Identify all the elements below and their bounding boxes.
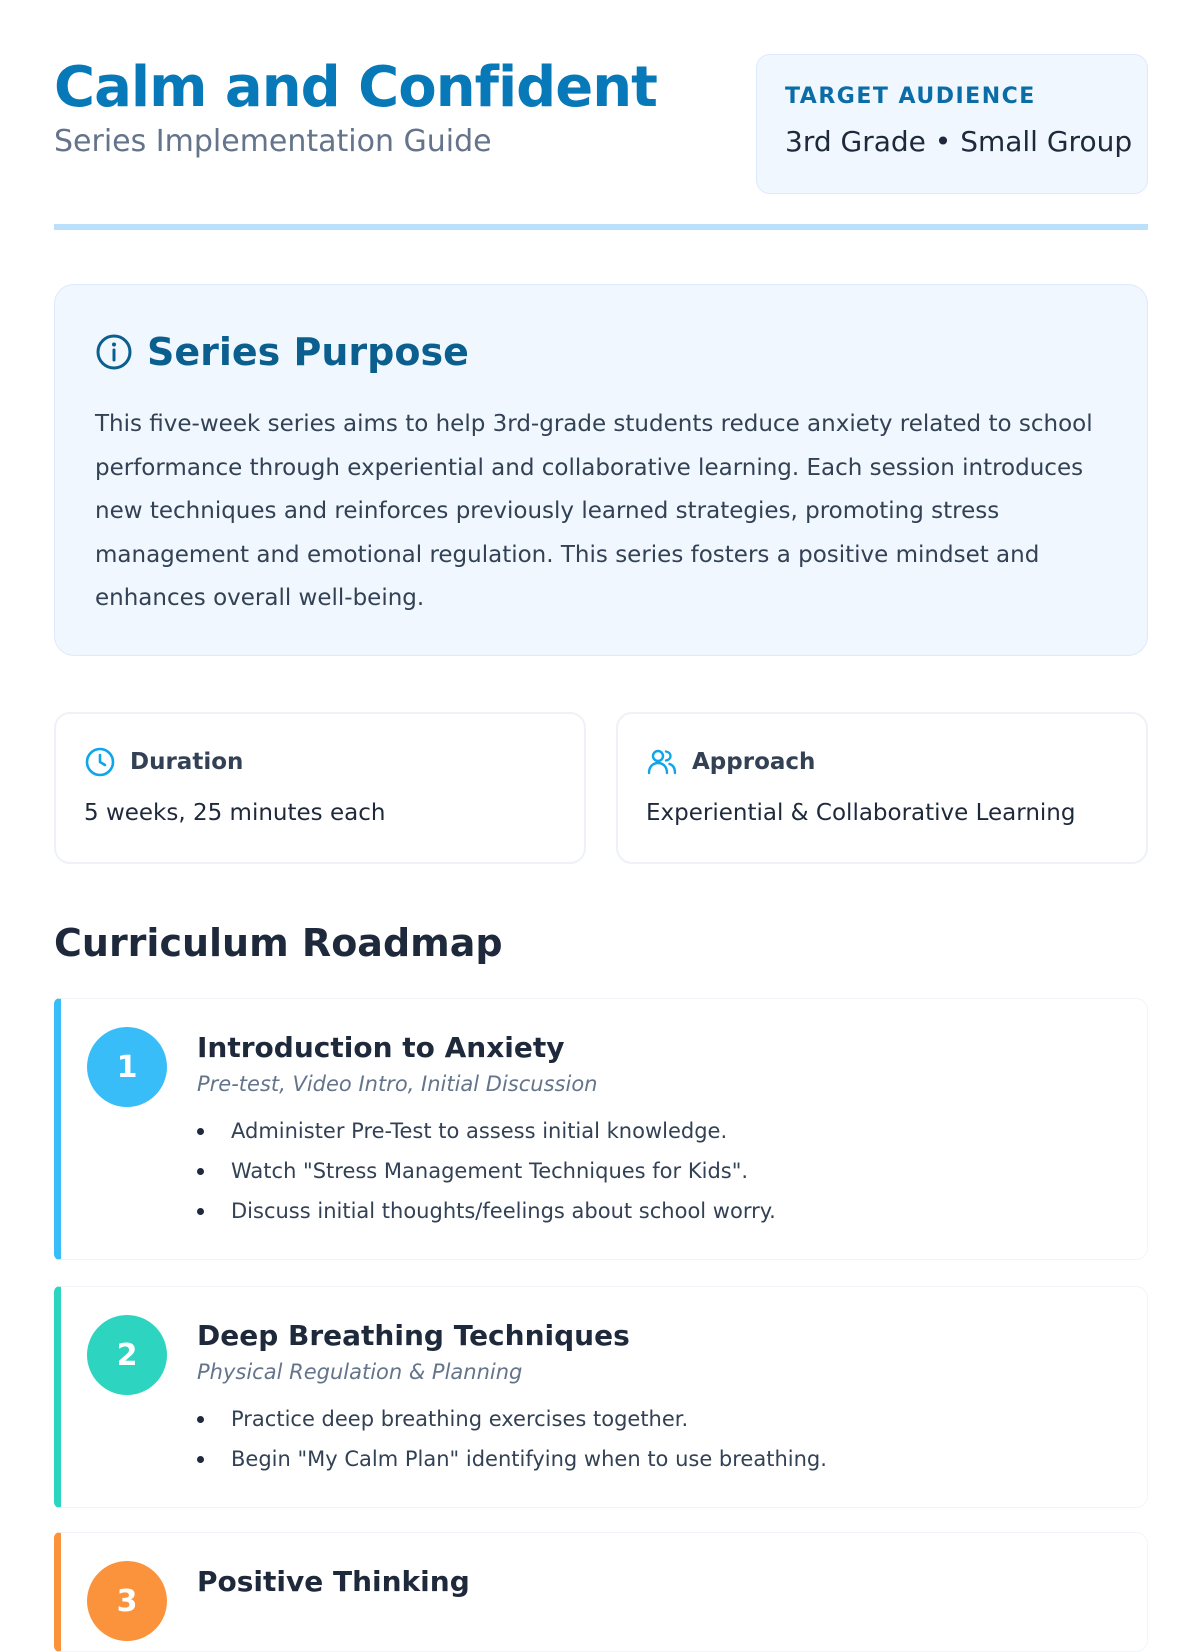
- approach-value: Experiential & Collaborative Learning: [646, 800, 1076, 826]
- header-divider: [54, 224, 1148, 230]
- session-body: [197, 1563, 1097, 1601]
- series-purpose-card: [54, 284, 1148, 656]
- list-item-text: Practice deep breathing exercises together.: [231, 1407, 689, 1431]
- list-item: [197, 1191, 1097, 1231]
- session-subtitle: Pre-test, Video Intro, Initial Discussion: [197, 1072, 598, 1096]
- target-audience-card: [756, 54, 1148, 194]
- bullet-icon: [197, 1416, 204, 1423]
- series-purpose-title: Series Purpose: [147, 330, 469, 374]
- session-number-badge: 1: [87, 1027, 167, 1107]
- list-item-text: Begin "My Calm Plan" identifying when to use breathing.: [231, 1447, 827, 1471]
- implementation-guide-page: [54, 0, 1148, 1619]
- duration-value: 5 weeks, 25 minutes each: [84, 800, 386, 826]
- bullet-icon: [197, 1456, 204, 1463]
- session-body: [197, 1317, 1097, 1479]
- session-title: Deep Breathing Techniques: [197, 1319, 630, 1352]
- session-card-2: [54, 1286, 1148, 1508]
- session-activity-list: [197, 1399, 1097, 1479]
- session-subtitle: Physical Regulation & Planning: [197, 1360, 523, 1384]
- target-audience-label: TARGET AUDIENCE: [785, 84, 1036, 109]
- users-icon: [646, 746, 678, 778]
- info-circle-icon: [95, 333, 133, 371]
- page-title: Calm and Confident: [54, 55, 657, 120]
- session-title: Introduction to Anxiety: [197, 1031, 565, 1064]
- duration-label: Duration: [130, 749, 244, 775]
- list-item-text: Administer Pre-Test to assess initial knowledge.: [231, 1119, 728, 1143]
- bullet-icon: [197, 1128, 204, 1135]
- session-title: Positive Thinking: [197, 1565, 470, 1598]
- duration-heading: [84, 746, 584, 778]
- target-audience-value: 3rd Grade • Small Group: [785, 125, 1133, 158]
- list-item: [197, 1151, 1097, 1191]
- session-card-3: [54, 1532, 1148, 1652]
- clock-icon: [84, 746, 116, 778]
- approach-card: [616, 712, 1148, 864]
- bullet-icon: [197, 1168, 204, 1175]
- duration-card: [54, 712, 586, 864]
- list-item-text: Discuss initial thoughts/feelings about school worry.: [231, 1199, 776, 1223]
- series-purpose-heading: [95, 327, 1107, 377]
- approach-label: Approach: [692, 749, 816, 775]
- session-activity-list: [197, 1111, 1097, 1231]
- session-body: [197, 1029, 1097, 1231]
- series-purpose-text: This five-week series aims to help 3rd-grade students reduce anxiety related to school performance through experiential and collaborative learning. Each session introduces new techniques and reinforces previously learned strategies, promoting stress management and emotional regulation. This series fosters a positive mindset and enhances overall well-being.: [95, 411, 1093, 611]
- list-item: [197, 1111, 1097, 1151]
- bullet-icon: [197, 1208, 204, 1215]
- curriculum-roadmap-title: Curriculum Roadmap: [54, 921, 503, 965]
- page-subtitle: Series Implementation Guide: [54, 124, 492, 159]
- session-number-badge: 3: [87, 1561, 167, 1641]
- session-number-badge: 2: [87, 1315, 167, 1395]
- list-item: [197, 1399, 1097, 1439]
- approach-heading: [646, 746, 1146, 778]
- list-item-text: Watch "Stress Management Techniques for Kids".: [231, 1159, 749, 1183]
- session-card-1: [54, 998, 1148, 1260]
- list-item: [197, 1439, 1097, 1479]
- header: [54, 52, 1148, 202]
